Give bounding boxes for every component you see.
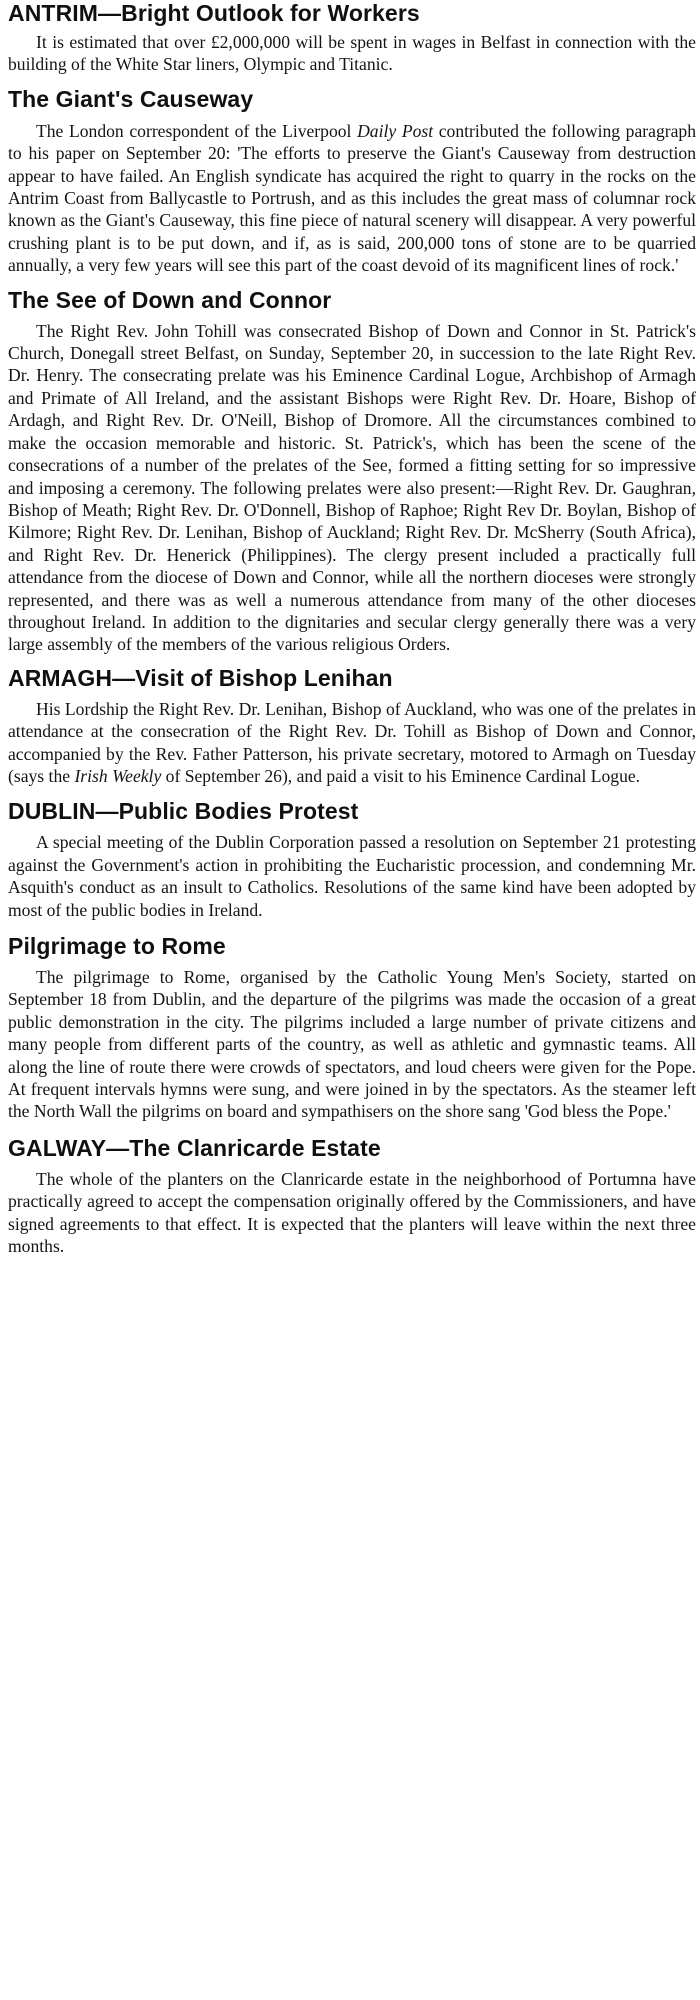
article-galway [8,1134,696,1258]
body-text-part: His Lordship the Right Rev. Dr. Lenihan, Bishop of Auckland, who was one of the prelates in attendance at the consecration of the Right Rev. Dr. Tohill as Bishop of Down and Connor, accompanied by the Rev. Father Patterson, his private secretary, motored to Armagh on Tuesday (says the [8,698,696,786]
article-body-galway: The whole of the planters on the Clanricarde estate in the neighborhood of Portumna have practically agreed to accept the compensation originally offered by the Commissioners, and have signed agreements to that effect. It is expected that the planters will leave within the next three months. [8,1168,696,1257]
article-dublin [8,797,696,921]
article-heading-dublin: DUBLIN—Public Bodies Protest [8,798,359,825]
body-text-part: contributed the following paragraph to his paper on September 20: 'The efforts to preserve the Giant's Causeway from destruction appear to have failed. An English syndicate has acquired the right to quarry in the rocks on the Antrim Coast from Ballycastle to Portrush, and as this includes the great mass of columnar rock known as the Giant's Causeway, this fine piece of natural scenery will disappear. A very powerful crushing plant is to be put down, and if, as is said, 200,000 tons of stone are to be quarried annually, a very few years will see this part of the coast devoid of its magnificent lines of rock.' [8,120,697,276]
article-body-dublin: A special meeting of the Dublin Corporation passed a resolution on September 21 protesting against the Government's action in prohibiting the Eucharistic procession, and condemning Mr. Asquith's conduct as an insult to Catholics. Resolutions of the same kind have been adopted by most of the public bodies in Ireland. [8,832,696,920]
article-body-pilgrimage: The pilgrimage to Rome, organised by the Catholic Young Men's Society, started on September 18 from Dublin, and the departure of the pilgrims was made the occasion of a great public demonstration in the city. The pilgrims included a large number of private citizens and many people from different parts of the country, as well as athletic and gymnastic teams. All along the line of route there were crowds of spectators, and loud cheers were given for the Pope. At frequent intervals hymns were sung, and were joined in by the spectators. As the steamer left the North Wall the pilgrims on board and sympathisers on the shore sang 'God bless the Pope.' [8,967,696,1122]
article-giants-causeway [8,85,696,277]
article-heading-giants-causeway: The Giant's Causeway [8,85,254,112]
article-heading-pilgrimage: Pilgrimage to Rome [8,933,226,959]
article-body-giants-causeway [8,120,696,277]
newspaper-title: Daily Post [357,120,434,141]
article-body-down-and-connor: The Right Rev. John Tohill was consecrated Bishop of Down and Connor in St. Patrick's Church, Donegall street Belfast, on Sunday, September 20, in succession to the late Right Rev. Dr. Henry. The consecrating prelate was his Eminence Cardinal Logue, Archbishop of Armagh and Primate of All Ireland, and the assistant Bishops were Right Rev. Dr. Hoare, Bishop of Ardagh, and Right Rev. Dr. O'Neill, Bishop of Dromore. All the circumstances combined to make the occasion memorable and historic. St. Patrick's, which has been the scene of the consecrations of a number of the prelates of the See, formed a fitting setting for so impressive and imposing a ceremony. The following prelates were also present:—Right Rev. Dr. Gaughran, Bishop of Meath; Right Rev. Dr. O'Donnell, Bishop of Raphoe; Right Rev Dr. Boylan, Bishop of Kilmore; Right Rev. Dr. Lenihan, Bishop of Auckland; Right Rev. Dr. McSherry (South Africa), and Right Rev. Dr. Henerick (Philippines). The clergy present included a practically full attendance from the diocese of Down and Connor, while all the northern dioceses were strongly represented, and there was as well a numerous attendance from many of the other dioceses throughout Ireland. In addition to the dignitaries and secular clergy generally there was a very large assembly of the members of the various religious Orders. [8,320,696,655]
article-heading-down-and-connor: The See of Down and Connor [8,286,332,313]
body-text-part: of September 26), and paid a visit to his Eminence Cardinal Logue. [161,765,641,786]
article-armagh [8,664,696,788]
article-heading-antrim: ANTRIM—Bright Outlook for Workers [8,0,420,26]
article-heading-armagh: ARMAGH—Visit of Bishop Lenihan [8,664,393,691]
article-antrim [8,0,696,76]
article-pilgrimage [8,932,696,1123]
newspaper-title: Irish Weekly [74,765,162,786]
article-down-and-connor [8,286,696,656]
article-heading-galway: GALWAY—The Clanricarde Estate [8,1134,381,1161]
body-text-part: The London correspondent of the Liverpool [36,120,358,141]
article-body-antrim: It is estimated that over £2,000,000 will be spent in wages in Belfast in connection with the building of the White Star liners, Olympic and Titanic. [8,32,696,75]
article-body-armagh [8,698,696,788]
